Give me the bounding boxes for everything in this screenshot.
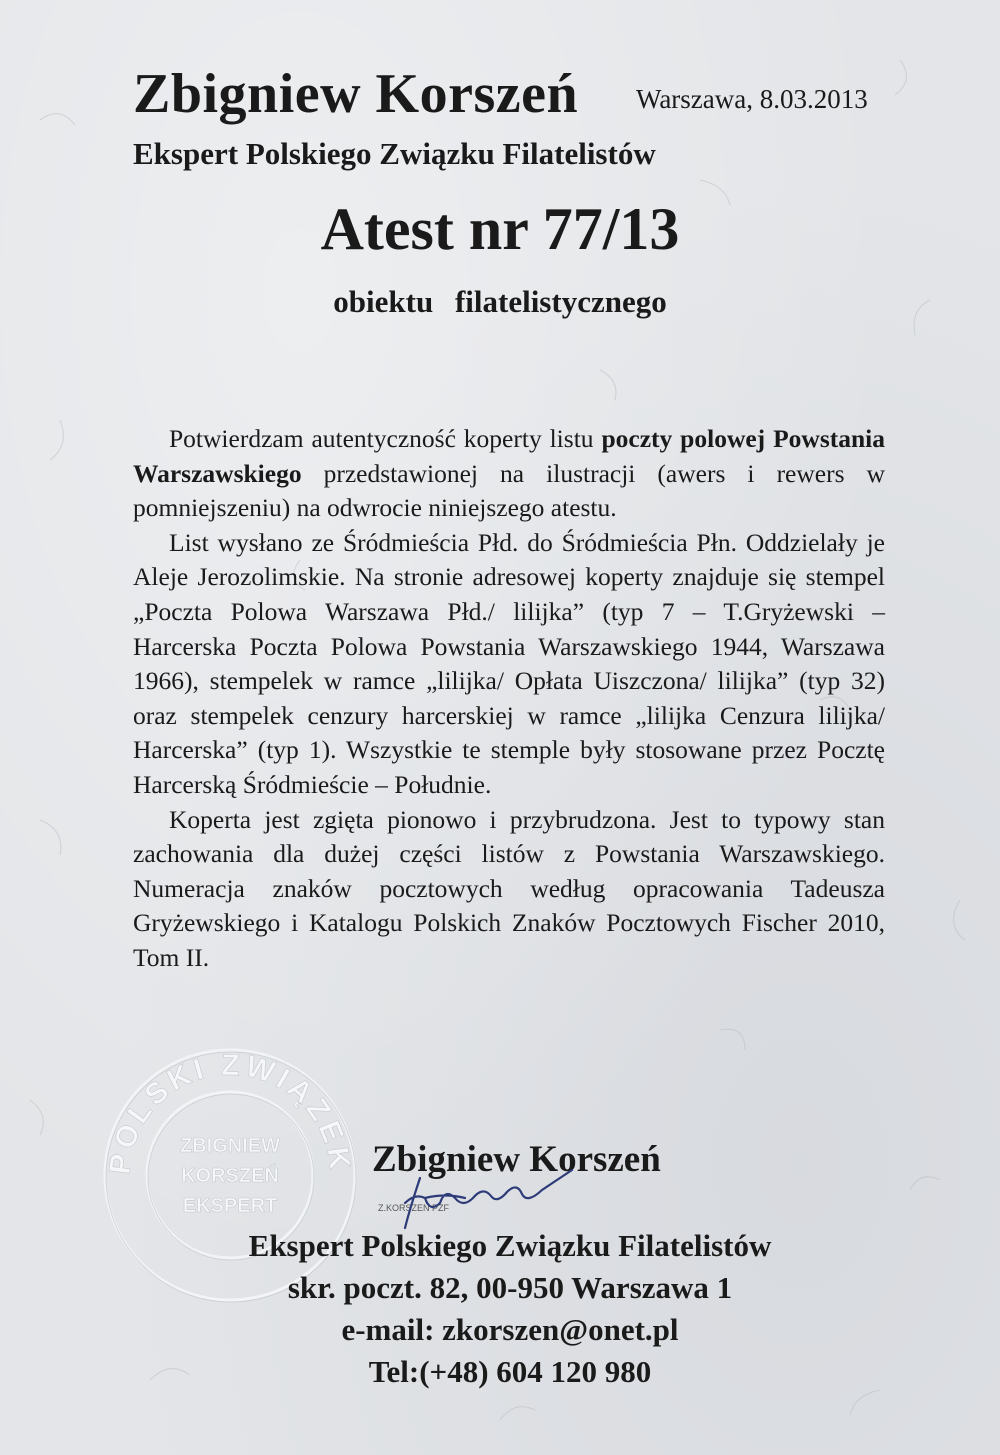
footer-role: Ekspert Polskiego Związku Filatelistów: [248, 1228, 772, 1263]
expert-name-heading: Zbigniew Korszeń: [133, 63, 579, 125]
svg-text:KORSZEŃ: KORSZEŃ: [181, 1165, 279, 1187]
svg-text:POLSKI ZWIĄZEK: POLSKI ZWIĄZEK: [103, 1048, 357, 1176]
expert-role: Ekspert Polskiego Związku Filatelistów: [133, 136, 656, 171]
contact-block: [0, 1225, 1000, 1393]
certificate-subtitle: obiektu filatelistycznego: [333, 284, 667, 319]
body-emphasis: poczty polowej Powstania Warszawskiego: [133, 424, 885, 488]
signatory-name: Zbigniew Korszeń: [372, 1139, 661, 1180]
body-paragraph: Koperta jest zgięta pionowo i przybrudzona. Jest to typowy stan zachowania dla dużej części listów z Powstania Warszawskiego. Numeracja znaków pocztowych według opracowania Tadeusza Gryżewskiego i Katalogu Polskich Znaków Pocztowych Fischer 2010, Tom II.: [133, 804, 885, 972]
phone-number: Tel:(+48) 604 120 980: [368, 1354, 652, 1389]
name-stamp: Z.KORSZEŃ PZF: [378, 1203, 450, 1213]
certificate-title: Atest nr 77/13: [320, 196, 680, 262]
svg-text:EKSPERT: EKSPERT: [182, 1195, 278, 1217]
svg-text:ZBIGNIEW: ZBIGNIEW: [180, 1135, 280, 1157]
issue-date: Warszawa, 8.03.2013: [636, 84, 868, 114]
body-paragraph: List wysłano ze Śródmieścia Płd. do Śródmieścia Płn. Oddzielały je Aleje Jerozolimskie. Na stronie adresowej koperty znajduje się stempel „Poczta Polowa Warszawa Płd./ lilijka” (typ 7 – T.Gryżewski – Harcerska Poczta Polowa Powstania Warszawskiego 1944, Warszawa 1966), stempelek w ramce „lilijka/ Opłata Uiszczona/ lilijka” (typ 32) oraz stempelek cenzury harcerskiej w ramce „lilijka Cenzura lilijka/ Harcerska” (typ 1). Wszystkie te stemple były stosowane przez Pocztę Harcerską Śródmieście – Południe.: [133, 527, 885, 799]
body-paragraph: Potwierdzam autentyczność koperty listu poczty polowej Powstania Warszawskiego przedstawionej na ilustracji (awers i rewers w pomniejszeniu) na odwrocie niniejszego atestu.: [133, 424, 885, 523]
postal-address: skr. poczt. 82, 00-950 Warszawa 1: [287, 1270, 733, 1305]
certificate-body: [133, 422, 885, 976]
email-address: e-mail: zkorszen@onet.pl: [341, 1312, 679, 1347]
